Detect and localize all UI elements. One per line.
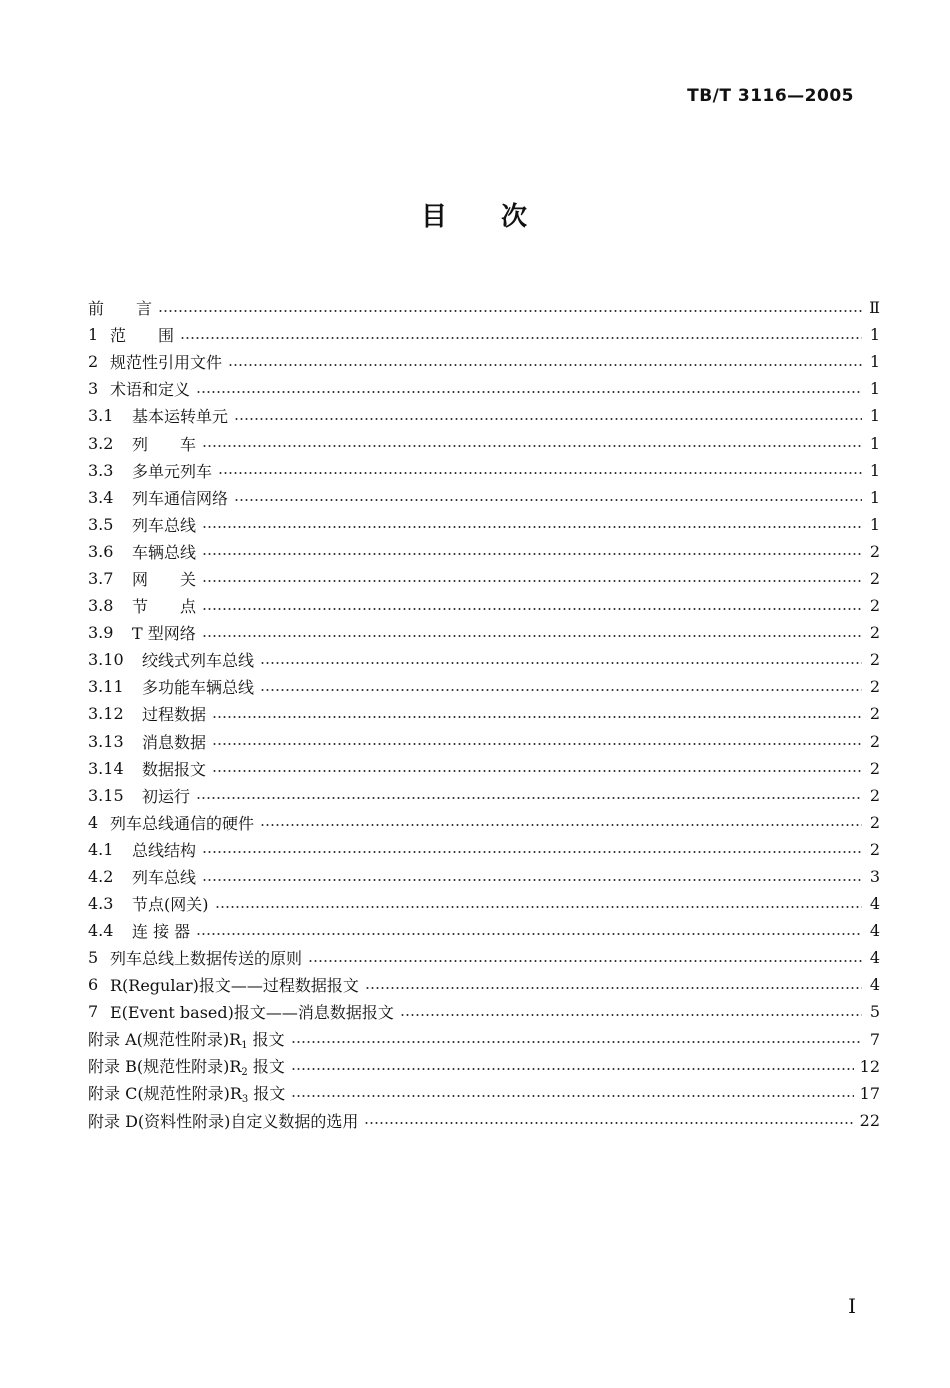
- toc-entry-number: 4.2: [88, 867, 114, 887]
- toc-entry-number: 3.10: [88, 650, 124, 670]
- toc-entry-label-text: R(Regular)报文——过程数据报文: [110, 976, 359, 996]
- toc-entry-label: [88, 1109, 358, 1132]
- toc-entry-page: 2: [869, 731, 880, 751]
- toc-entry-label-text: 多单元列车: [132, 461, 213, 481]
- toc-entry-page: 1: [869, 460, 880, 480]
- toc-entry-number: 7: [88, 1002, 99, 1022]
- toc-dot-leader: [202, 635, 862, 637]
- toc-entry-page: 4: [869, 921, 880, 941]
- toc-dot-leader: [228, 364, 862, 366]
- toc-entry-page: 17: [859, 1083, 880, 1103]
- toc-entry[interactable]: [88, 457, 880, 484]
- toc-entry[interactable]: [88, 836, 880, 863]
- toc-entry-label: [132, 838, 196, 861]
- toc-entry-label: [142, 702, 206, 725]
- toc-entry[interactable]: [88, 348, 880, 375]
- toc-entry-page: 22: [859, 1110, 880, 1130]
- toc-entry-label-text: 附录 B(规范性附录)R: [88, 1057, 242, 1077]
- toc-dot-leader: [215, 906, 863, 908]
- toc-entry-label-text: 总线结构: [132, 840, 197, 860]
- toc-dot-leader: [234, 499, 862, 501]
- toc-entry[interactable]: [88, 565, 880, 592]
- toc-entry[interactable]: [88, 700, 880, 727]
- toc-entry-label-text: 列车总线: [132, 515, 197, 535]
- toc-entry-label: [132, 567, 196, 590]
- toc-entry[interactable]: [88, 809, 880, 836]
- toc-dot-leader: [202, 851, 862, 853]
- toc-entry-label: [132, 621, 196, 644]
- toc-dot-leader: [365, 987, 862, 989]
- toc-entry-label: [142, 757, 206, 780]
- toc-entry-label-text: 列车总线: [132, 868, 197, 888]
- toc-entry-label-text: T 型网络: [132, 624, 196, 644]
- toc-entry-label-text: 消息数据: [142, 732, 207, 752]
- toc-entry-number: 3.9: [88, 623, 114, 643]
- toc-entry[interactable]: [88, 538, 880, 565]
- toc-entry-label-text: 连 接 器: [132, 922, 191, 942]
- toc-entry-page: 2: [869, 568, 880, 588]
- toc-entry-number: 5: [88, 948, 99, 968]
- toc-entry-page: 3: [869, 867, 880, 887]
- toc-entry-number: 3.11: [88, 677, 124, 697]
- toc-entry-page: 2: [869, 677, 880, 697]
- toc-entry-label-text: 列车总线通信的硬件: [110, 813, 255, 833]
- toc-entry-label-text: 节 点: [132, 597, 197, 617]
- toc-dot-leader: [202, 879, 862, 881]
- toc-entry-page: 2: [869, 839, 880, 859]
- toc-entry-label-text: 附录 C(规范性附录)R: [88, 1084, 242, 1104]
- toc-entry[interactable]: [88, 998, 880, 1025]
- toc-entry-label: [132, 459, 212, 482]
- toc-entry-number: 3.15: [88, 785, 124, 805]
- toc-entry[interactable]: [88, 728, 880, 755]
- toc-entry-page: 1: [869, 487, 880, 507]
- toc-entry-number: 4.4: [88, 921, 114, 941]
- toc-entry-label: [142, 784, 190, 807]
- toc-dot-leader: [202, 445, 862, 447]
- toc-entry-page: 12: [859, 1056, 880, 1076]
- toc-entry-number: 4.3: [88, 894, 114, 914]
- toc-dot-leader: [180, 337, 862, 339]
- toc-entry-label-text: 基本运转单元: [132, 407, 229, 427]
- toc-entry[interactable]: [88, 484, 880, 511]
- toc-entry-label: [110, 323, 174, 346]
- toc-entry[interactable]: [88, 646, 880, 673]
- toc-dot-leader: [260, 689, 862, 691]
- toc-entry-page: 1: [869, 514, 880, 534]
- footer-page-number: I: [848, 1294, 856, 1318]
- toc-entry-page: 4: [869, 948, 880, 968]
- toc-entry[interactable]: [88, 944, 880, 971]
- toc-entry-label: [88, 1054, 285, 1078]
- toc-entry[interactable]: [88, 321, 880, 348]
- toc-entry[interactable]: [88, 971, 880, 998]
- toc-dot-leader: [291, 1068, 854, 1070]
- toc-entry[interactable]: [88, 402, 880, 429]
- toc-entry-label: [132, 540, 196, 563]
- toc-entry-number: 4.1: [88, 839, 114, 859]
- toc-entry-label-text: 网 关: [132, 569, 197, 589]
- toc-entry-page: 1: [869, 433, 880, 453]
- toc-dot-leader: [196, 797, 862, 799]
- toc-entry-label: [88, 296, 152, 319]
- toc-dot-leader: [291, 1041, 862, 1043]
- toc-entry-number: 3.2: [88, 433, 114, 453]
- toc-entry-label: [132, 486, 228, 509]
- toc-title: [0, 196, 950, 233]
- toc-entry-label-tail: 报文: [248, 1084, 286, 1104]
- toc-dot-leader: [400, 1014, 862, 1016]
- toc-entry[interactable]: [88, 673, 880, 700]
- toc-dot-leader: [260, 662, 862, 664]
- toc-entry-label: [132, 404, 228, 427]
- toc-entry-number: 3.8: [88, 596, 114, 616]
- toc-entry-label: [132, 919, 190, 942]
- toc-entry-label: [88, 1027, 285, 1051]
- toc-entry[interactable]: [88, 755, 880, 782]
- toc-entry-label: [132, 865, 196, 888]
- toc-entry-page: 4: [869, 975, 880, 995]
- toc-entry-subscript: 1: [241, 1040, 248, 1052]
- toc-entry-page: 2: [869, 812, 880, 832]
- toc-entry-label: [132, 513, 196, 536]
- toc-entry-label: [132, 892, 209, 915]
- toc-entry[interactable]: [88, 1107, 880, 1134]
- toc-entry-page: 2: [869, 758, 880, 778]
- toc-entry-label-text: 多功能车辆总线: [142, 678, 255, 698]
- toc-entry-number: 3.6: [88, 541, 114, 561]
- toc-entry-number: 3.13: [88, 731, 124, 751]
- toc-dot-leader: [196, 933, 862, 935]
- toc-entry-number: 6: [88, 975, 99, 995]
- toc-entry-page: 2: [869, 623, 880, 643]
- toc-entry[interactable]: [88, 511, 880, 538]
- toc-entry-number: 3.14: [88, 758, 124, 778]
- toc-entry-page: Ⅱ: [869, 298, 880, 318]
- toc-entry[interactable]: [88, 294, 880, 321]
- toc-entry-number: 1: [88, 325, 99, 345]
- toc-dot-leader: [218, 472, 862, 474]
- toc-entry-label: [132, 432, 196, 455]
- toc-entry[interactable]: [88, 1080, 880, 1107]
- toc-entry-page: 7: [869, 1029, 880, 1049]
- document-code: TB/T 3116—2005: [687, 86, 854, 106]
- toc-entry-label: [132, 594, 196, 617]
- toc-entry-number: 3.3: [88, 460, 114, 480]
- toc-entry-page: 1: [869, 325, 880, 345]
- toc-entry[interactable]: [88, 863, 880, 890]
- toc-dot-leader: [212, 716, 862, 718]
- toc-entry-page: 1: [869, 406, 880, 426]
- toc-entry-label: [88, 1081, 285, 1105]
- toc-entry-number: 4: [88, 812, 99, 832]
- toc-entry-label-text: 初运行: [142, 786, 191, 806]
- toc-entry-label: [110, 377, 190, 400]
- toc-entry-number: 3: [88, 379, 99, 399]
- toc-entry[interactable]: [88, 375, 880, 402]
- toc-entry-number: 2: [88, 352, 99, 372]
- toc-dot-leader: [196, 391, 862, 393]
- toc-entry-label-text: 车辆总线: [132, 542, 197, 562]
- toc-dot-leader: [308, 960, 862, 962]
- toc-entry-number: 3.7: [88, 568, 114, 588]
- toc-entry[interactable]: [88, 619, 880, 646]
- toc-title-part2: 次: [501, 202, 530, 232]
- toc-entry-label-text: 列车总线上数据传送的原则: [110, 949, 303, 969]
- toc-dot-leader: [202, 553, 862, 555]
- toc-entry-label-text: 附录 A(规范性附录)R: [88, 1030, 242, 1050]
- toc-entry-label: [142, 730, 206, 753]
- toc-entry-page: 2: [869, 596, 880, 616]
- toc-entry-label-text: E(Event based)报文——消息数据报文: [110, 1003, 394, 1023]
- toc-dot-leader: [291, 1095, 853, 1097]
- toc-dot-leader: [158, 310, 862, 312]
- toc-dot-leader: [212, 743, 862, 745]
- toc-entry-label-text: 列车通信网络: [132, 488, 229, 508]
- toc-entry[interactable]: [88, 592, 880, 619]
- toc-entry-label-tail: 报文: [247, 1057, 285, 1077]
- toc-dot-leader: [364, 1122, 853, 1124]
- toc-entry-label-text: 绞线式列车总线: [142, 651, 255, 671]
- toc-entry-number: 3.5: [88, 514, 114, 534]
- toc-title-part1: 目: [420, 202, 449, 232]
- toc-entry-label: [142, 648, 254, 671]
- toc-entry-page: 2: [869, 785, 880, 805]
- toc-entry-label-text: 附录 D(资料性附录)自定义数据的选用: [88, 1111, 359, 1131]
- toc-entry[interactable]: [88, 1053, 880, 1080]
- toc-entry-label-text: 前 言: [88, 299, 153, 319]
- toc-entry-label: [110, 350, 222, 373]
- toc-dot-leader: [202, 580, 862, 582]
- toc-dot-leader: [212, 770, 862, 772]
- toc-entry-page: 2: [869, 704, 880, 724]
- toc-entry-label: [110, 973, 359, 996]
- toc-entry-label-text: 节点(网关): [132, 895, 209, 915]
- toc-entry-page: 5: [869, 1002, 880, 1022]
- toc-entry[interactable]: [88, 917, 880, 944]
- toc-dot-leader: [260, 824, 862, 826]
- toc-dot-leader: [202, 526, 862, 528]
- toc-entry-label-text: 术语和定义: [110, 380, 191, 400]
- toc-entry-page: 1: [869, 352, 880, 372]
- toc-entry-label-text: 列 车: [132, 434, 197, 454]
- toc-dot-leader: [202, 608, 862, 610]
- toc-entry-label: [110, 1000, 394, 1023]
- toc-entry-number: 3.4: [88, 487, 114, 507]
- toc-entry-page: 2: [869, 541, 880, 561]
- toc-entry-label: [110, 811, 254, 834]
- toc-entry-label: [142, 675, 254, 698]
- toc-entry-page: 2: [869, 650, 880, 670]
- toc-entry-label-text: 数据报文: [142, 759, 207, 779]
- toc-entry[interactable]: [88, 890, 880, 917]
- toc-entry-label-text: 过程数据: [142, 705, 207, 725]
- toc-entry-label-tail: 报文: [247, 1030, 285, 1050]
- toc-entry[interactable]: [88, 429, 880, 456]
- toc-entry-number: 3.12: [88, 704, 124, 724]
- toc-entry[interactable]: [88, 782, 880, 809]
- toc-dot-leader: [234, 418, 862, 420]
- toc-entry-label: [110, 946, 302, 969]
- toc-entry[interactable]: [88, 1026, 880, 1053]
- toc-entry-label-text: 范 围: [110, 326, 175, 346]
- toc-entry-subscript: 3: [241, 1094, 249, 1106]
- toc-entry-page: 4: [869, 894, 880, 914]
- table-of-contents: [88, 294, 880, 1134]
- toc-entry-label-text: 规范性引用文件: [110, 353, 223, 373]
- toc-entry-page: 1: [869, 379, 880, 399]
- toc-entry-number: 3.1: [88, 406, 114, 426]
- toc-entry-subscript: 2: [241, 1067, 248, 1079]
